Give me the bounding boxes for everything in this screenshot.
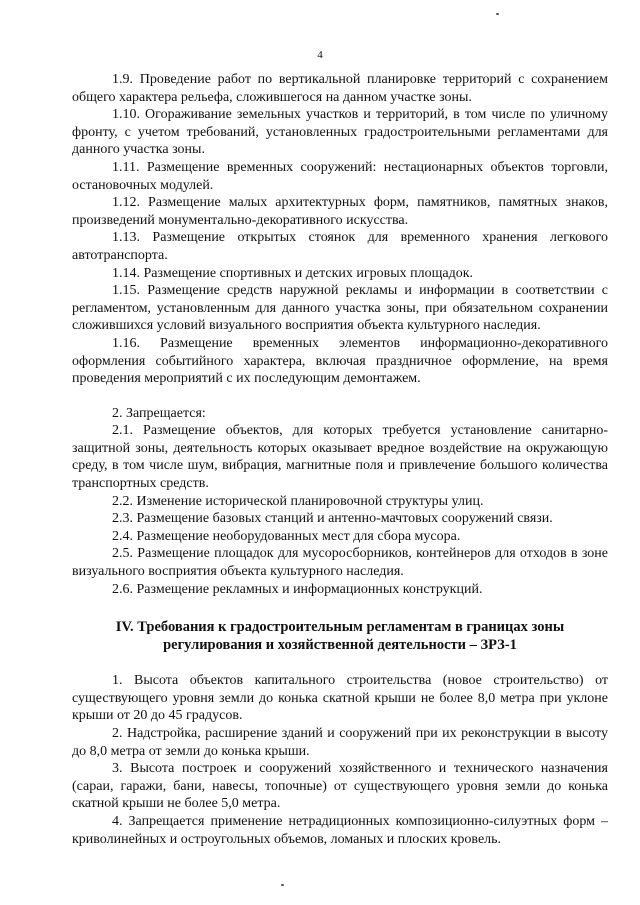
list-item: 3. Высота построек и сооружений хозяйственного и технического назначения (сараи, гаражи, бани, навесы, топочные) от существующего уровня земли до конька скатной крыши не более 5,0 метра. xyxy=(72,761,608,812)
list-item: 2.2. Изменение исторической планировочной структуры улиц. xyxy=(112,493,484,509)
section-heading-line1: IV. Требования к градостроительным регламентам в границах зоны xyxy=(115,619,565,636)
list-item: 1.16. Размещение временных элементов информационно-декоративного оформления событийного характера, включая праздничное оформление, на время проведения мероприятий с их последующим демонтажем. xyxy=(72,335,608,387)
list-item: 4. Запрещается применение нетрадиционных композиционно-силуэтных форм – криволинейных и остроугольных объемов, ломаных и плоских кровель. xyxy=(72,813,608,847)
list-item: 1.15. Размещение средств наружной рекламы и информации в соответствии с регламентом, установленным для данного участка зоны, при обязательном сохранении сложившихся условий визуального восприятия объекта культурного наследия. xyxy=(72,283,608,334)
permitted-items-list xyxy=(72,71,608,388)
list-item: 1.10. Огораживание земельных участков и территорий, в том числе по уличному фронту, с учетом требований, установленных градостроительными регламентами для данного участка зоны. xyxy=(72,107,608,158)
section-heading xyxy=(72,618,608,654)
scan-speck xyxy=(281,884,284,886)
list-item: 2.4. Размещение необорудованных мест для сбора мусора. xyxy=(112,528,461,544)
list-item: 2.3. Размещение базовых станций и антенно-мачтовых сооружений связи. xyxy=(112,511,553,527)
list-item: 2.1. Размещение объектов, для которых требуется установление санитарно-защитной зоны, деятельность которых оказывает вредное воздействие на окружающую среду, в том числе шум, вибрация, магнитные поля и привлечение большого количества транспортных средств. xyxy=(72,423,608,492)
list-item: 2.5. Размещение площадок для мусоросборников, контейнеров для отходов в зоне визуального восприятия объекта культурного наследия. xyxy=(72,546,608,580)
section-heading-line2: регулирования и хозяйственной деятельности – ЗРЗ-1 xyxy=(163,637,517,654)
list-item: 1.13. Размещение открытых стоянок для временного хранения легкового автотранспорта. xyxy=(72,230,608,263)
prohibited-title: 2. Запрещается: xyxy=(112,405,206,421)
scan-speck xyxy=(496,13,499,15)
page-number: 4 xyxy=(317,49,323,61)
page-content xyxy=(72,71,608,848)
list-item: 1.12. Размещение малых архитектурных форм, памятников, памятных знаков, произведений монументально-декоративного искусства. xyxy=(72,195,608,228)
list-item: 2.6. Размещение рекламных и информационных конструкций. xyxy=(112,581,483,597)
list-item: 1.14. Размещение спортивных и детских игровых площадок. xyxy=(112,265,474,281)
list-item: 1. Высота объектов капитального строительства (новое строительство) от существующего уровня земли до конька скатной крыши не более 8,0 метра при уклоне крыши от 20 до 45 градусов. xyxy=(72,673,608,724)
section4-items-list xyxy=(72,672,608,848)
prohibited-section xyxy=(72,405,608,599)
list-item: 1.11. Размещение временных сооружений: нестационарных объектов торговли, остановочных модулей. xyxy=(72,159,608,193)
list-item: 2. Надстройка, расширение зданий и сооружений при их реконструкции в высоту до 8,0 метра от земли до конька крыши. xyxy=(72,726,608,759)
list-item: 1.9. Проведение работ по вертикальной планировке территорий с сохранением общего характера рельефа, сложившегося на данном участке зоны. xyxy=(72,72,608,105)
